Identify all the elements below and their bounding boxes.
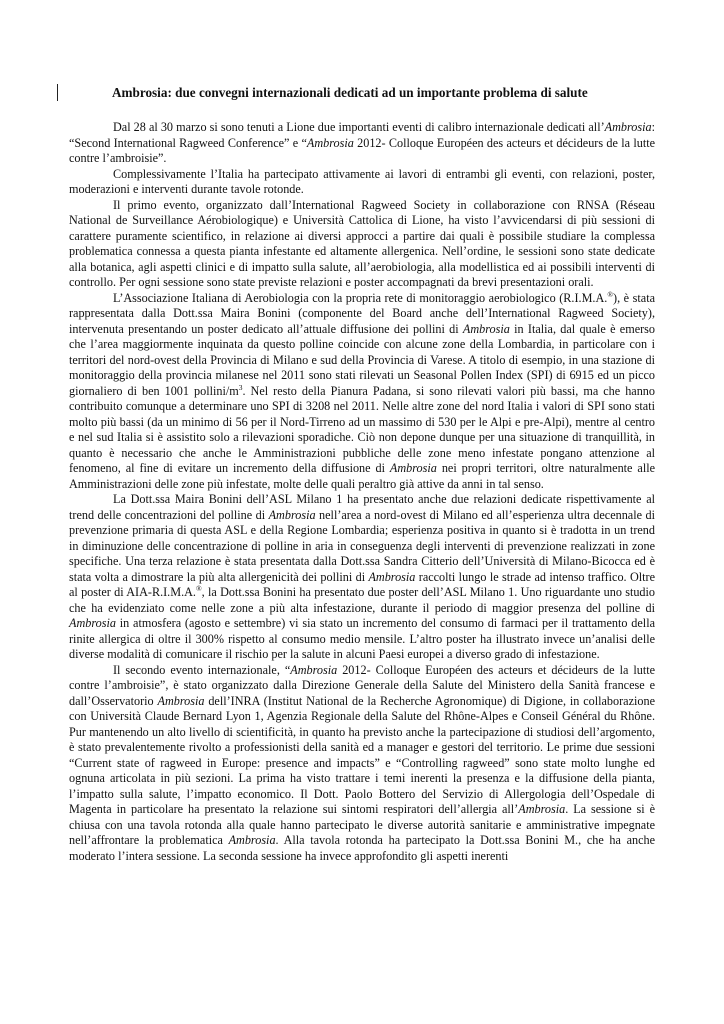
paragraph-italy-participation: Complessivamente l’Italia ha partecipato attivamente ai lavori di entrambi gli eventi, con relazioni, poster, moderazioni e interventi durante tavole rotonde. — [69, 166, 655, 196]
paragraph-bonini-reports: La Dott.ssa Maira Bonini dell’ASL Milano 1 ha presentato anche due relazioni dedicate rispettivamente al trend delle concentrazioni del polline di Ambrosia nell’area a nord-ovest di Milano ed all’esperienza ultra decennale di prevenzione primaria di questa ASL e della Regione Lombardia; esperienza positiva in quanto si è tradotta in un trend in diminuzione delle concentrazione di polline in aria in conseguenza degli interventi di prevenzione realizzati in zone specifiche. Una terza relazione è stata presentata dalla Dott.ssa Sandra Citterio dell’Università di Milano-Bicocca ed è stata volta a dimostrare la più alta allergenicità dei pollini di Ambrosia raccolti lungo le strade ad intenso traffico. Oltre al poster di AIA-R.I.M.A.®, la Dott.ssa Bonini ha presentato due poster dell’ASL Milano 1. Uno riguardante uno studio che ha evidenziato come nelle zone a più alta infestazione, durante il periodo di maggior presenza del polline di Ambrosia in atmosfera (agosto e settembre) vi sia stato un incremento del consumo di farmaci per il trattamento della rinite allergica di oltre il 300% rispetto al consumo medio mensile. L’altro poster ha illustrato invece un’analisi delle diverse modalità di comunicare il rischio per la salute in alcuni Paesi europei a diverso grado di infestazione. — [69, 492, 655, 661]
paragraph-aia-rima: L’Associazione Italiana di Aerobiologia con la propria rete di monitoraggio aerobiologico (R.I.M.A.®), è stata rappresentata dalla Dott.ssa Maira Bonini (componente del Board anche dell’International Ragweed Society), intervenuta presentando un poster dedicato all’attuale diffusione dei pollini di Ambrosia in Italia, dal quale è emerso che l’area maggiormente inquinata da questo polline coincide con alcune zone della Lombardia, in particolare con i territori del nord-ovest della Provincia di Milano e sud della Provincia di Varese. A titolo di esempio, in una stazione di monitoraggio della provincia milanese nel 2011 sono stati rilevati un Seasonal Pollen Index (SPI) di 6915 ed un picco giornaliero di ben 1001 pollini/$m^3$. Nel resto della Pianura Padana, si sono rilevati valori più bassi, ma che hanno contribuito comunque a determinare uno SPI di 3208 nel 2011. Nelle altre zone del nord Italia i valori di SPI sono stati molto più bassi (da un minimo di 56 per il Nord-Tirreno ad un massimo di 530 per le Alpi e pre-Alpi), mentre al centro e nel sud Italia si è assistito solo a rilevazioni sporadiche. Ciò non depone dunque per una situazione di tranquillità, in quanto è necessario che anche le Amministrazioni pubbliche delle zone meno infestate pongano attenzione al fenomeno, al fine di evitare un incremento della diffusione di Ambrosia nei propri territori, oltre naturalmente alle Amministrazioni delle zone più infestate, molte delle quali peraltro già attive da anni in tal senso. — [69, 289, 655, 491]
document-title: Ambrosia: due convegni internazionali dedicati ad un importante problema di salute — [112, 85, 588, 100]
change-bar — [57, 84, 58, 101]
document-body — [69, 120, 655, 864]
paragraph-first-event: Il primo evento, organizzato dall’International Ragweed Society in collaborazione con RNSA (Réseau National de Surveillance Aérobiologique) e Università Cattolica di Lione, ha visto l’avvicendarsi di più sessioni di carattere puramente scientifico, in relazione ai diversi approcci a partire dai quali è possibile studiare la complessa problematica connessa a questa pianta infestante ed altamente allergenica. Nell’ordine, le sessioni sono state dedicate alla botanica, agli aspetti clinici e di impatto sulla salute, all’aerobiologia, alla modellistica ed ai possibili interventi di controllo. Per ogni sessione sono state previste relazioni e poster accompagnati da brevi presentazioni orali. — [69, 197, 655, 289]
paragraph-second-event: Il secondo evento internazionale, “Ambrosia 2012- Colloque Européen des acteurs et décideurs de la lutte contre l’ambroisie”, è stato organizzato dalla Direzione Generale della Salute del Ministero della Sanità francese e dall’Osservatorio Ambrosia dell’INRA (Institut National de la Recherche Agronomique) di Digione, in collaborazione con Università Claude Bernard Lyon 1, Agenzia Regionale della Salute del Rhône-Alpes e Conseil Général du Rhône. Pur mantenendo un alto livello di scientificità, in quanto ha previsto anche la partecipazione di studiosi dell’argomento, è stato prevalentemente rivolto a professionisti della sanità ed a manager e gestori del territorio. Le prime due sessioni “Current state of ragweed in Europe: presence and impacts” e “Controlling ragweed” sono state molto lunghe ed ognuna articolata in più sezioni. La prima ha visto trattare i temi inerenti la presenza e la diffusione della pianta, l’impatto sulla salute, l’impatto economico. Il Dott. Paolo Bottero del Servizio di Allergologia dell’Ospedale di Magenta in particolare ha presentato la relazione sui sintomi respiratori dell’allergia all’Ambrosia. La sessione si è chiusa con una tavola rotonda alla quale hanno partecipato le diverse autorità sanitarie e amministrative impegnate nell’affrontare la problematica Ambrosia. Alla tavola rotonda ha partecipato la Dott.ssa Bonini M., che ha anche moderato l’intera sessione. La seconda sessione ha invece approfondito gli aspetti inerenti — [69, 662, 655, 863]
paragraph-intro: Dal 28 al 30 marzo si sono tenuti a Lione due importanti eventi di calibro internazionale dedicati all’Ambrosia: “Second International Ragweed Conference” e “Ambrosia 2012- Colloque Européen des acteurs et décideurs de la lutte contre l’ambroisie”. — [69, 120, 655, 165]
